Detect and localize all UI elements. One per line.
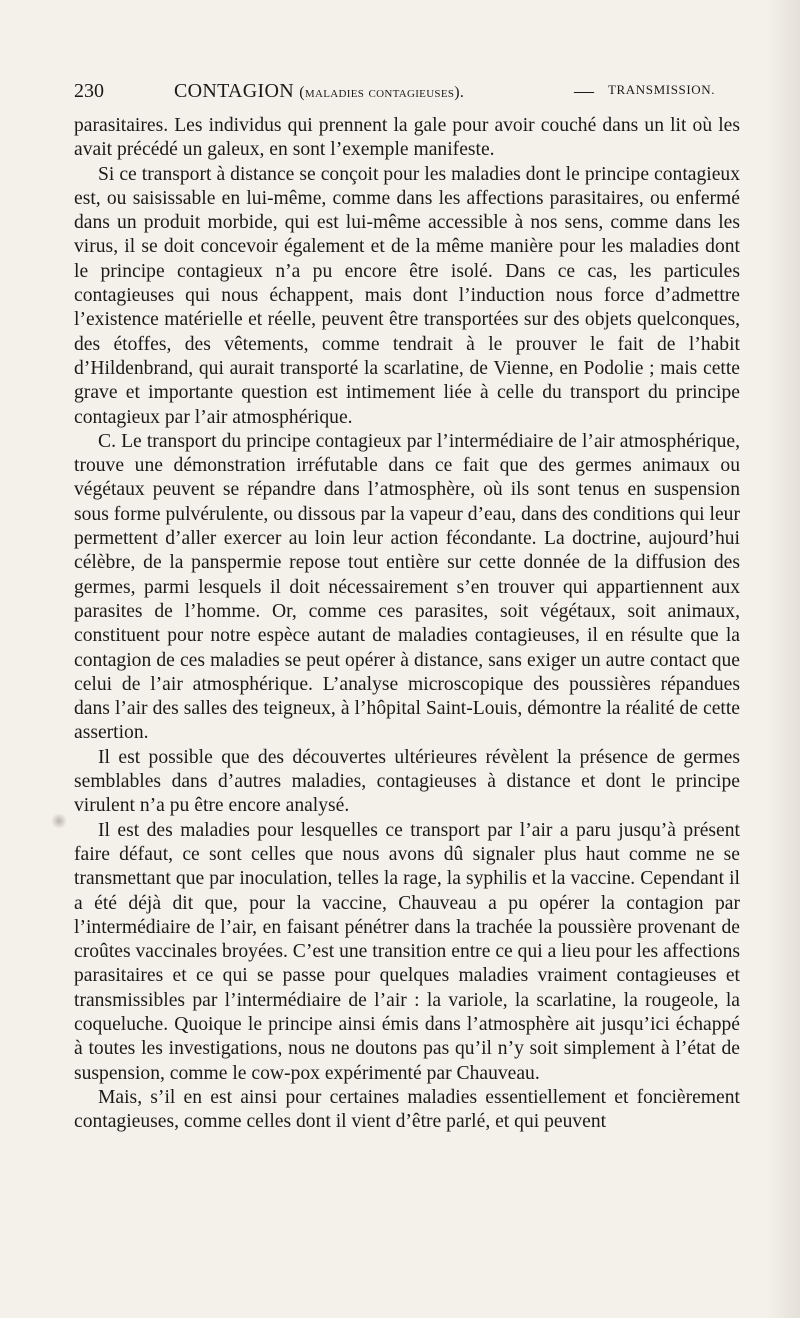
paragraph: Il est des maladies pour lesquelles ce transport par l’air a paru jusqu’à présent faire défaut, ce sont celles que nous avons dû signaler plus haut comme ne se transmettant que par inoculation, telles la rage, la syphilis et la vaccine. Cependant il a été déjà dit que, pour la vaccine, Chauveau a pu opérer la contagion par l’intermédiaire de l’air, en faisant pénétrer dans la trachée la poussière provenant de croûtes vaccinales broyées. C’est une transition entre ce qui a lieu pour les affections parasitaires et ce qui se passe pour quelques maladies vraiment contagieuses et transmissibles par l’intermédiaire de l’air : la variole, la scarlatine, la rougeole, la coqueluche. Quoique le principe ainsi émis dans l’atmosphère ait jusqu’ici échappé à toutes les investigations, nous ne doutons pas qu’il n’y soit simplement à l’état de suspension, comme le cow-pox expérimenté par Chauveau. [74, 819, 740, 1084]
header-section: TRANSMISSION. [608, 82, 716, 97]
page-number: 230 [74, 80, 104, 102]
paragraph: Mais, s’il en est ainsi pour certaines maladies essentiellement et foncièrement contagieuses, comme celles dont il vient d’être parlé, et qui peuvent [74, 1086, 740, 1133]
running-header [74, 80, 724, 110]
paragraph: Si ce transport à distance se conçoit pour les maladies dont le principe contagieux est, ou saisissable en lui-même, comme dans les affections parasitaires, ou enfermé dans un produit morbide, qui est lui-même accessible à nos sens, comme dans les virus, il se doit concevoir également et de la même manière pour les maladies dont le principe contagieux n’a pu encore être isolé. Dans ce cas, les particules contagieuses qui nous échappent, mais dont l’induction nous force d’admettre l’existence matérielle et réelle, peuvent être transportées sur des objets quelconques, des étoffes, des vêtements, comme tendrait à le prouver le fait de l’habit d’Hildenbrand, qui aurait transporté la scarlatine, de Vienne, en Podolie ; mais cette grave et importante question est intimement liée à celle du transport du principe contagieux par l’air atmosphérique. [74, 163, 740, 428]
body-text [74, 114, 740, 1134]
header-title [174, 80, 464, 103]
header-title-main: CONTAGION [174, 80, 294, 102]
header-separator: — [574, 80, 594, 102]
ink-smudge [50, 814, 68, 828]
header-title-paren: (maladies contagieuses). [299, 84, 465, 101]
paragraph-continuation: parasitaires. Les individus qui prennent la gale pour avoir couché dans un lit où les avait précédé un galeux, en sont l’exemple manifeste. [74, 115, 740, 161]
paragraph: Il est possible que des découvertes ultérieures révèlent la présence de germes semblables dans d’autres maladies, contagieuses à distance et dont le principe virulent n’a pu être encore analysé. [74, 746, 740, 817]
paragraph: C. Le transport du principe contagieux par l’intermédiaire de l’air atmosphérique, trouve une démonstration irréfutable dans ce fait que des germes animaux ou végétaux peuvent se répandre dans l’atmosphère, où ils sont tenus en suspension sous forme pulvérulente, ou dissous par la vapeur d’eau, dans des conditions qui leur permettent d’aller exercer au loin leur action fécondante. La doctrine, aujourd’hui célèbre, de la panspermie repose tout entière sur cette donnée de la diffusion des germes, parmi lesquels il doit nécessairement s’en trouver qui appartiennent aux parasites de l’homme. Or, comme ces parasites, soit végétaux, soit animaux, constituent pour notre espèce autant de maladies contagieuses, il en résulte que la contagion de ces maladies se peut opérer à distance, sans exiger un autre contact que celui de l’air atmosphérique. L’analyse microscopique des poussières répandues dans l’air des salles des teigneux, à l’hôpital Saint-Louis, démontre la réalité de cette assertion. [74, 430, 740, 744]
page-edge-shadow [766, 0, 800, 1318]
